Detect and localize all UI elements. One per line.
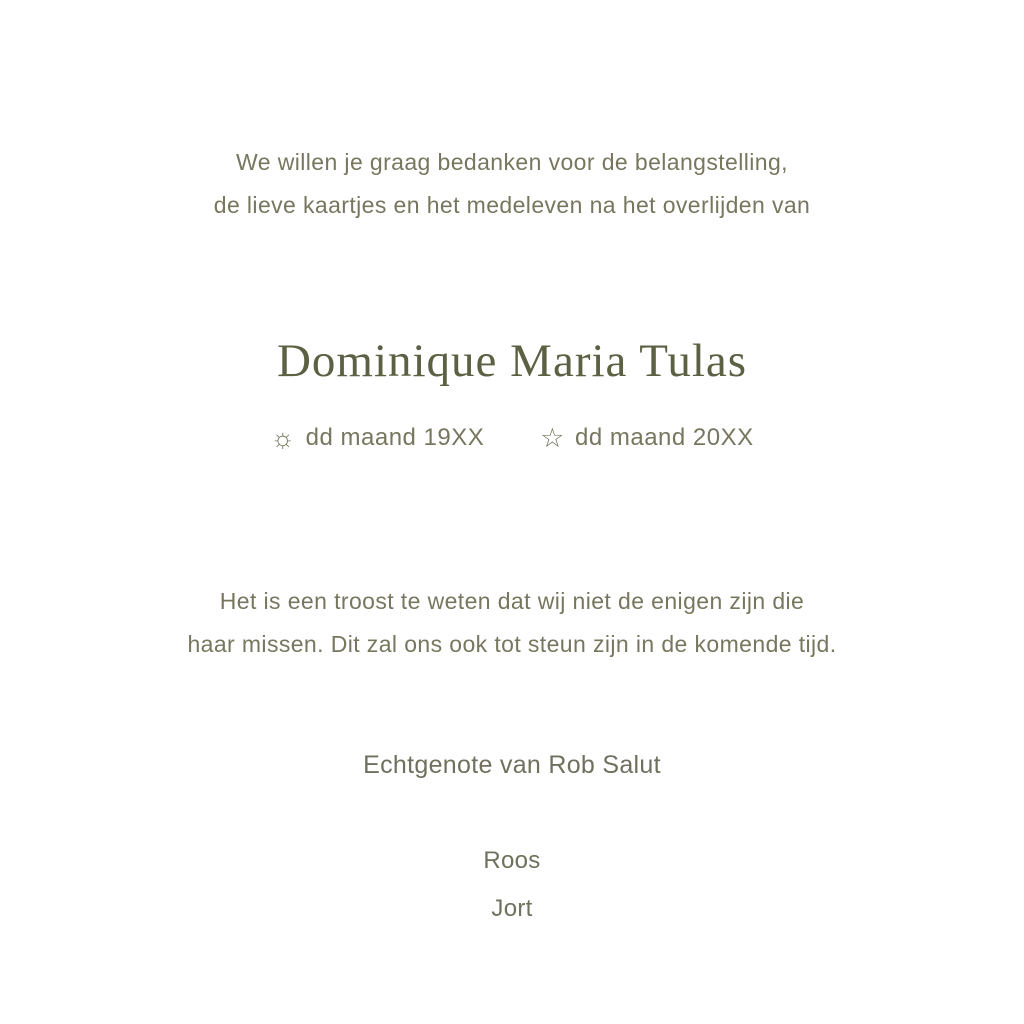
birth-date-text: dd maand 19XX (305, 424, 485, 451)
life-dates (0, 422, 1024, 454)
death-date (540, 422, 753, 454)
intro-line-2: de lieve kaartjes en het medeleven na het overlijden van (213, 192, 811, 218)
birth-date (270, 422, 484, 454)
comfort-line-1: Het is een troost te weten dat wij niet de enigen zijn die (219, 588, 805, 614)
intro-text (0, 141, 1024, 227)
deceased-name: Dominique Maria Tulas (276, 335, 748, 387)
child-name-roos: Roos (483, 847, 541, 874)
intro-line-1: We willen je graag bedanken voor de belangstelling, (236, 149, 788, 175)
comfort-line-2: haar missen. Dit zal ons ook tot steun zijn in de komende tijd. (187, 631, 837, 657)
death-date-text: dd maand 20XX (574, 424, 754, 451)
spouse-line: Echtgenote van Rob Salut (363, 751, 661, 779)
child-name-jort: Jort (491, 895, 533, 922)
comfort-text (0, 580, 1024, 666)
sun-icon: ☼ (270, 422, 296, 454)
star-icon: ☆ (540, 422, 565, 454)
